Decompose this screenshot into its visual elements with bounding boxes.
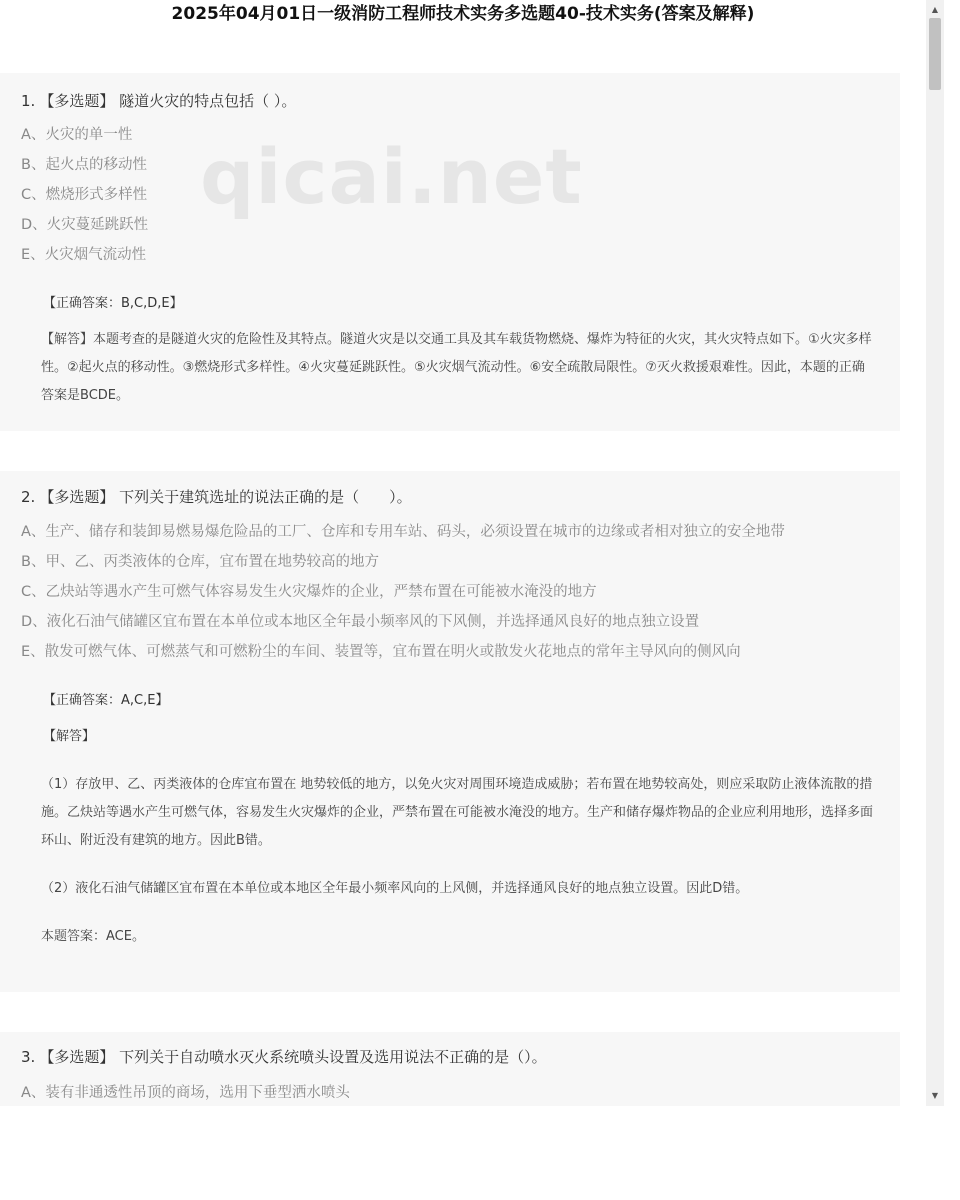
scroll-up-arrow-icon[interactable]: ▲ bbox=[931, 5, 939, 14]
question-stem bbox=[21, 91, 296, 111]
scroll-down-arrow-icon[interactable]: ▼ bbox=[931, 1091, 939, 1100]
vertical-scrollbar[interactable] bbox=[926, 0, 944, 1106]
question-number: 3. bbox=[21, 1048, 36, 1066]
question-text: 【多选题】 隧道火灾的特点包括（ ）。 bbox=[39, 92, 297, 110]
question-stem bbox=[21, 1047, 547, 1067]
option-c[interactable]: C、燃烧形式多样性 bbox=[21, 187, 148, 203]
question-card bbox=[0, 73, 900, 431]
explanation-heading: 【解答】 bbox=[43, 729, 96, 744]
explanation-paragraph: （2）液化石油气储罐区宜布置在本单位或本地区全年最小频率风向的上风侧，并选择通风良好的地点独立设置。因此D错。 bbox=[41, 881, 749, 896]
option-a[interactable]: A、生产、储存和装卸易燃易爆危险品的工厂、仓库和专用车站、码头，必须设置在城市的边缘或者相对独立的安全地带 bbox=[21, 524, 785, 540]
explanation-summary: 本题答案：ACE。 bbox=[41, 929, 145, 944]
option-e[interactable]: E、散发可燃气体、可燃蒸气和可燃粉尘的车间、装置等，宜布置在明火或散发火花地点的常年主导风向的侧风向 bbox=[21, 644, 741, 660]
option-b[interactable]: B、起火点的移动性 bbox=[21, 157, 147, 173]
question-stem bbox=[21, 487, 412, 507]
correct-answer: 【正确答案：A,C,E】 bbox=[43, 693, 169, 708]
question-card bbox=[0, 1032, 900, 1106]
option-c[interactable]: C、乙炔站等遇水产生可燃气体容易发生火灾爆炸的企业，严禁布置在可能被水淹没的地方 bbox=[21, 584, 597, 600]
question-text: 【多选题】 下列关于自动喷水灭火系统喷头设置及选用说法不正确的是（）。 bbox=[39, 1048, 547, 1066]
option-a[interactable]: A、火灾的单一性 bbox=[21, 127, 133, 143]
question-number: 2. bbox=[21, 488, 36, 506]
question-text: 【多选题】 下列关于建筑选址的说法正确的是（ ）。 bbox=[39, 488, 412, 506]
question-card bbox=[0, 471, 900, 992]
option-e[interactable]: E、火灾烟气流动性 bbox=[21, 247, 147, 263]
option-d[interactable]: D、火灾蔓延跳跃性 bbox=[21, 217, 149, 233]
explanation-paragraph: （1）存放甲、乙、丙类液体的仓库宜布置在 地势较低的地方，以免火灾对周围环境造成威胁；若布置在地势较高处，则应采取防止液体流散的措施。乙炔站等遇水产生可燃气体，容易发生火灾爆炸的企业，严禁布置在可能被水淹没的地方。生产和储存爆炸物品的企业应利用地形，选择多面环山、附近没有建筑的地方。因此B错。 bbox=[41, 777, 874, 848]
page-title: 2025年04月01日一级消防工程师技术实务多选题40-技术实务(答案及解释) bbox=[171, 4, 755, 24]
scrollbar-thumb[interactable] bbox=[929, 18, 941, 90]
question-number: 1. bbox=[21, 92, 36, 110]
option-a[interactable]: A、装有非通透性吊顶的商场，选用下垂型洒水喷头 bbox=[21, 1085, 350, 1101]
option-d[interactable]: D、液化石油气储罐区宜布置在本单位或本地区全年最小频率风的下风侧，并选择通风良好的地点独立设置 bbox=[21, 614, 700, 630]
explanation-text: 【解答】本题考查的是隧道火灾的危险性及其特点。隧道火灾是以交通工具及其车载货物燃烧、爆炸为特征的火灾，其火灾特点如下。①火灾多样性。②起火点的移动性。③燃烧形式多样性。④火灾蔓延跳跃性。⑤火灾烟气流动性。⑥安全疏散局限性。⑦灭火救援艰难性。因此，本题的正确答案是BCDE。 bbox=[41, 332, 872, 403]
correct-answer: 【正确答案：B,C,D,E】 bbox=[43, 296, 183, 311]
watermark-logo: qicai.net bbox=[200, 132, 583, 221]
option-b[interactable]: B、甲、乙、丙类液体的仓库，宜布置在地势较高的地方 bbox=[21, 554, 379, 570]
